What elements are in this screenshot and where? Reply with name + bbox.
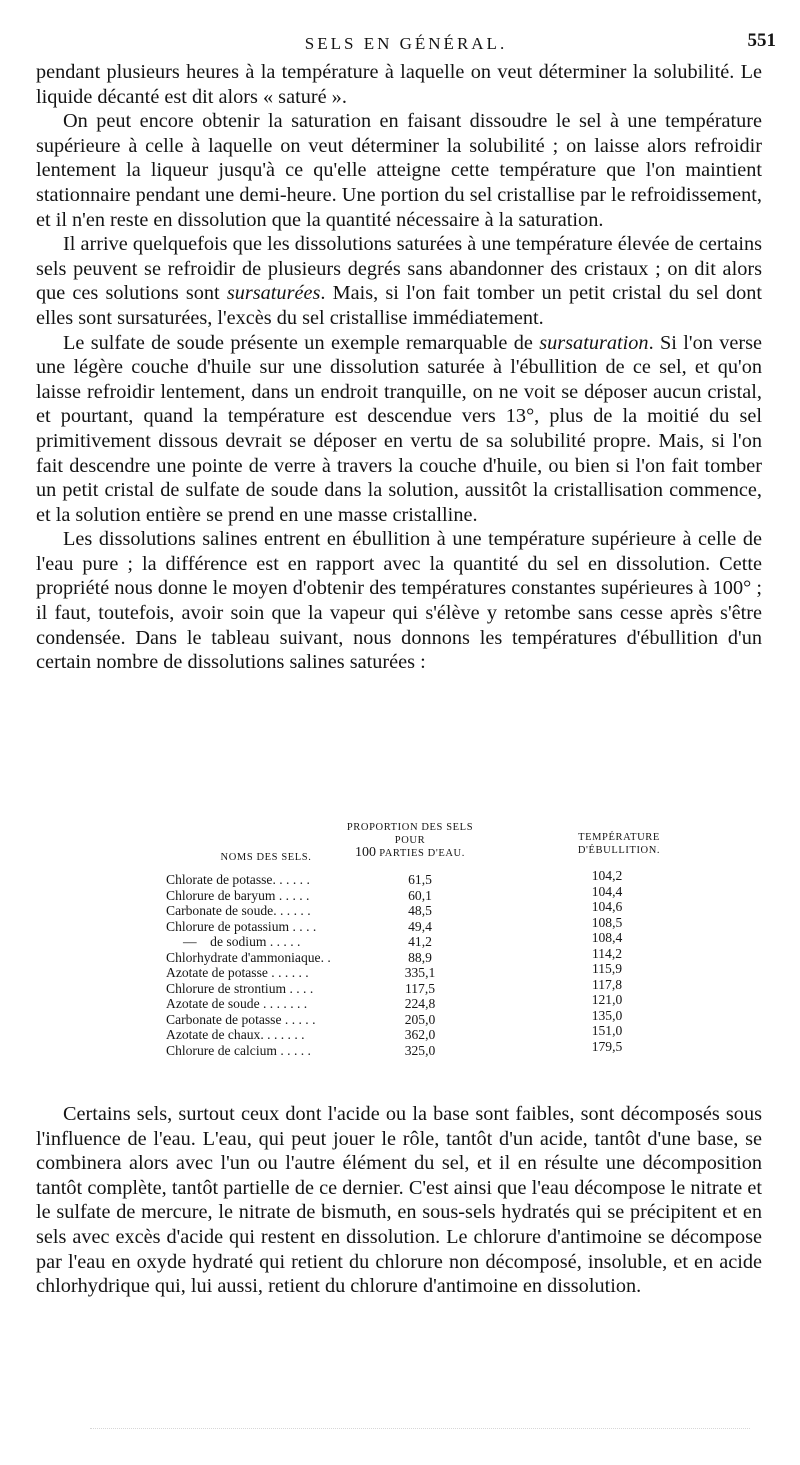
header-line: D'ÉBULLITION. [577,844,661,856]
proportion-value: 49,4 [408,918,432,934]
paragraph-ebullition: Les dissolutions salines entrent en ébullition à une température supérieure à celle de l'eau pure ; la différence est en rapport avec la quantité du sel en dissolution. Cette propriété nous donne le moyen d'obtenir des températures constantes supérieures à 100° ; il faut, toutefois, avoir soin que la vapeur qui s'élève y retombe sans cesse après s'être condensée. Dans le tableau suivant, nous donnons les températures d'ébullition d'un certain nombre de dissolutions salines saturées : [36,528,762,674]
paragraph-text: Il arrive quelquefois que les dissolutions saturées à une température élevée de certains sels peuvent se refroidir de plusieurs degrés sans abandonner des cristaux ; on dit alors que ces solutions sont [36,233,762,305]
salt-name: Chlorate de potasse. . . . . . [166,872,310,887]
header-line: PROPORTION DES SELS [346,822,474,833]
proportion-value: 335,1 [404,965,436,980]
paragraph-continuation: pendant plusieurs heures à la température à laquelle on veut déterminer la solubilité. Le liquide décanté est dit alors « saturé ». [36,61,762,108]
boiling-temperature: 108,4 [591,930,623,945]
salt-name: Azotate de chaux. . . . . . . [166,1027,305,1042]
salt-name: Chlorure de potassium . . . . [166,918,317,934]
boiling-temperature: 114,2 [591,945,623,961]
proportion-value: 224,8 [404,996,436,1011]
salt-name: Chlorure de calcium . . . . . [166,1042,311,1058]
proportion-value: 325,0 [404,1042,436,1058]
salt-name: Carbonate de soude. . . . . . [166,903,311,918]
page-number: 551 [747,30,776,51]
paragraph-text: . Si l'on verse une légère couche d'huile sur une dissolution saturée à l'ébullition de ce sel, et qu'on laisse refroidir lentement, dans un endroit tranquille, on ne voit se déposer aucun cristal, et pourtant, quand la température est descendue vers 13°, plus de la moitié du sel primitivement dissous devrait se déposer en vertu de sa solubilité propre. Mais, si l'on fait descendre une pointe de verre à travers la couche d'huile, ou bien si l'on fait tomber un petit cristal de sulfate de soude dans la solution, aussitôt la cristallisation commence, et la solution entière se prend en une masse cristalline. [36,331,763,526]
paragraph-text: Le sulfate de soude présente un exemple remarquable de [63,331,540,354]
table-row [160,1038,680,1059]
proportion-value: 41,2 [408,934,432,949]
salt-name: Carbonate de potasse . . . . . [166,1011,316,1027]
paragraph-sursaturees [36,232,762,330]
header-line: TEMPÉRATURE [578,832,660,843]
text-block-bottom [36,1102,762,1299]
table-header-temperature [564,832,674,857]
paragraph-saturation-method: On peut encore obtenir la saturation en faisant dissoudre le sel à une température supérieure à celle à laquelle on veut déterminer la solubilité ; on laisse alors refroidir lentement la liqueur jusqu'à ce qu'elle atteigne cette température que l'on maintient stationnaire pendant une demi-heure. Une portion du sel cristallise par le refroidissement, et il n'en reste en dissolution que la quantité nécessaire à la saturation. [36,110,762,231]
proportion-value: 61,5 [408,872,432,887]
table-header-names: NOMS DES SELS. [220,852,312,863]
boiling-temperature: 104,4 [591,883,623,899]
boiling-temperature: 135,0 [591,1007,623,1023]
header-text: PARTIES D'EAU. [379,848,465,859]
proportion-value: 205,0 [404,1011,436,1027]
paragraph-decomposition: Certains sels, surtout ceux dont l'acide ou la base sont faibles, sont décomposés sous l'influence de l'eau. L'eau, qui peut jouer le rôle, tantôt d'un acide, tantôt d'une base, se combinera alors avec l'un ou l'autre élément du sel, et il en résulte une décomposition tantôt complète, tantôt partielle de ce dernier. C'est ainsi que l'eau décompose le nitrate et le sulfate de mercure, le nitrate de bismuth, en sous-sels hydratés qui se précipitent et en sels avec excès d'acide qui restent en dissolution. Le chlorure d'antimoine se décompose par l'eau en oxyde hydraté qui retient du chlorure non décomposé, insoluble, et en acide chlorhydrique qui, lui aussi, retient du chlorure d'antimoine en dissolution. [36,1103,762,1298]
salt-name: Chlorhydrate d'ammoniaque. . [166,949,331,965]
boiling-temperature: 121,0 [591,992,623,1007]
header-number: 100 [355,845,377,860]
table-header-proportion [330,822,490,861]
text-block-top [36,60,762,675]
page-header [36,30,776,56]
salt-name: — de sodium . . . . . [166,934,301,949]
proportion-value: 362,0 [404,1027,436,1042]
boiling-temperature: 179,5 [591,1038,623,1054]
salt-name: Azotate de soude . . . . . . . [166,996,308,1011]
paragraph-text: . Mais, si l'on fait tomber un petit cristal du sel dont elles sont sursaturées, l'excès du sel cristallise immédiatement. [36,282,762,329]
boiling-temperature: 108,5 [591,914,623,930]
italic-term: sursaturées [226,282,321,305]
table-body [160,868,680,1058]
boiling-temperature: 104,2 [591,868,623,883]
salt-name: Azotate de potasse . . . . . . [166,965,309,980]
paragraph-sulfate-de-soude [36,331,762,528]
boiling-temperature: 104,6 [591,899,623,914]
scan-artifact-line [90,1428,750,1432]
proportion-value: 48,5 [408,903,432,918]
boiling-temperature: 115,9 [591,961,623,976]
italic-term: sursaturation [539,331,649,354]
proportion-value: 60,1 [408,887,432,903]
salt-name: Chlorure de strontium . . . . [166,980,314,996]
boiling-temperature: 117,8 [591,976,623,992]
proportion-value: 88,9 [408,949,432,965]
salt-name: Chlorure de baryum . . . . . [166,887,310,903]
boiling-temperature: 151,0 [591,1023,623,1038]
proportion-value: 117,5 [404,980,436,996]
running-title: SELS EN GÉNÉRAL. [304,34,508,53]
boiling-point-table [160,822,680,1084]
header-line: POUR [394,834,426,846]
header-line [330,847,490,861]
